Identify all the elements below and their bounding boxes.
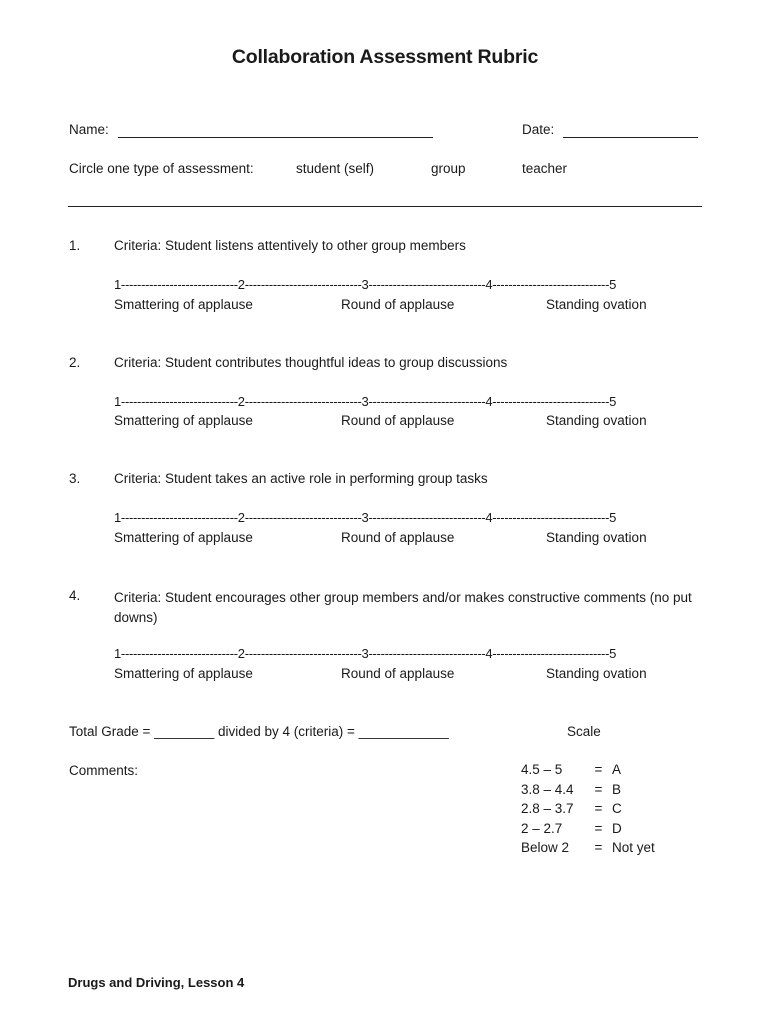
grade-letter: B <box>612 781 622 797</box>
scale-label-low: Smattering of applause <box>114 297 253 312</box>
scale-label-high: Standing ovation <box>546 297 647 312</box>
grade-range: 2.8 – 3.7 <box>521 801 574 816</box>
assessment-option-self[interactable]: student (self) <box>296 161 375 176</box>
rating-scale-line[interactable]: 1-----------------------------2-----------------------------3-----------------------------4-----------------------------5 <box>114 646 617 661</box>
grade-scale-row <box>521 762 655 782</box>
equals-sign: = <box>594 781 603 797</box>
criterion-text: Criteria: Student encourages other group members and/or makes constructive comments (no put downs) <box>114 590 692 625</box>
scale-label-mid: Round of applause <box>341 413 455 428</box>
grade-range: 4.5 – 5 <box>521 762 563 777</box>
name-label: Name: <box>69 122 109 137</box>
criterion-number: 4. <box>69 588 81 603</box>
criterion-text: Criteria: Student contributes thoughtful ideas to group discussions <box>114 355 508 370</box>
comments-label: Comments: <box>69 763 139 778</box>
page-title: Collaboration Assessment Rubric <box>231 46 539 68</box>
name-field[interactable] <box>118 123 433 138</box>
criterion-number: 3. <box>69 471 81 486</box>
rating-scale-line[interactable]: 1-----------------------------2-----------------------------3-----------------------------4-----------------------------5 <box>114 394 617 409</box>
scale-label-high: Standing ovation <box>546 413 647 428</box>
scale-label-low: Smattering of applause <box>114 666 253 681</box>
equals-sign: = <box>594 820 603 836</box>
criterion-text: Criteria: Student listens attentively to other group members <box>114 238 466 253</box>
grade-range: Below 2 <box>521 840 570 855</box>
grade-letter: A <box>612 762 622 777</box>
assessment-prompt: Circle one type of assessment: <box>69 161 254 176</box>
divider <box>68 206 702 207</box>
date-field[interactable] <box>563 123 698 138</box>
grade-scale-row <box>521 821 655 841</box>
grade-scale-row <box>521 840 655 860</box>
scale-heading: Scale <box>567 724 601 739</box>
grade-letter: C <box>612 801 622 816</box>
scale-label-high: Standing ovation <box>546 666 647 681</box>
assessment-option-group[interactable]: group <box>431 161 466 176</box>
grade-scale-row <box>521 782 655 802</box>
equals-sign: = <box>594 801 603 816</box>
criterion-number: 2. <box>69 355 81 370</box>
grade-range: 3.8 – 4.4 <box>521 781 574 797</box>
equals-sign: = <box>594 762 603 777</box>
scale-label-low: Smattering of applause <box>114 530 253 545</box>
grade-scale-row <box>521 801 655 821</box>
scale-label-mid: Round of applause <box>341 297 455 312</box>
grade-letter: Not yet <box>612 840 655 855</box>
date-label: Date: <box>522 122 555 137</box>
rating-scale-line[interactable]: 1-----------------------------2-----------------------------3-----------------------------4-----------------------------5 <box>114 510 617 525</box>
grade-scale-table <box>521 762 655 860</box>
grade-letter: D <box>612 820 622 836</box>
scale-label-high: Standing ovation <box>546 530 647 545</box>
assessment-option-teacher[interactable]: teacher <box>522 161 568 176</box>
scale-label-mid: Round of applause <box>341 666 455 681</box>
equals-sign: = <box>594 840 603 855</box>
total-grade-line[interactable]: Total Grade = ________ divided by 4 (criteria) = ____________ <box>69 724 449 739</box>
footer-lesson: Drugs and Driving, Lesson 4 <box>68 975 245 990</box>
rating-scale-line[interactable]: 1-----------------------------2-----------------------------3-----------------------------4-----------------------------5 <box>114 277 617 292</box>
scale-label-low: Smattering of applause <box>114 413 253 428</box>
scale-label-mid: Round of applause <box>341 530 455 545</box>
criterion-number: 1. <box>69 238 81 253</box>
grade-range: 2 – 2.7 <box>521 820 563 836</box>
criterion-text: Criteria: Student takes an active role in performing group tasks <box>114 471 488 486</box>
